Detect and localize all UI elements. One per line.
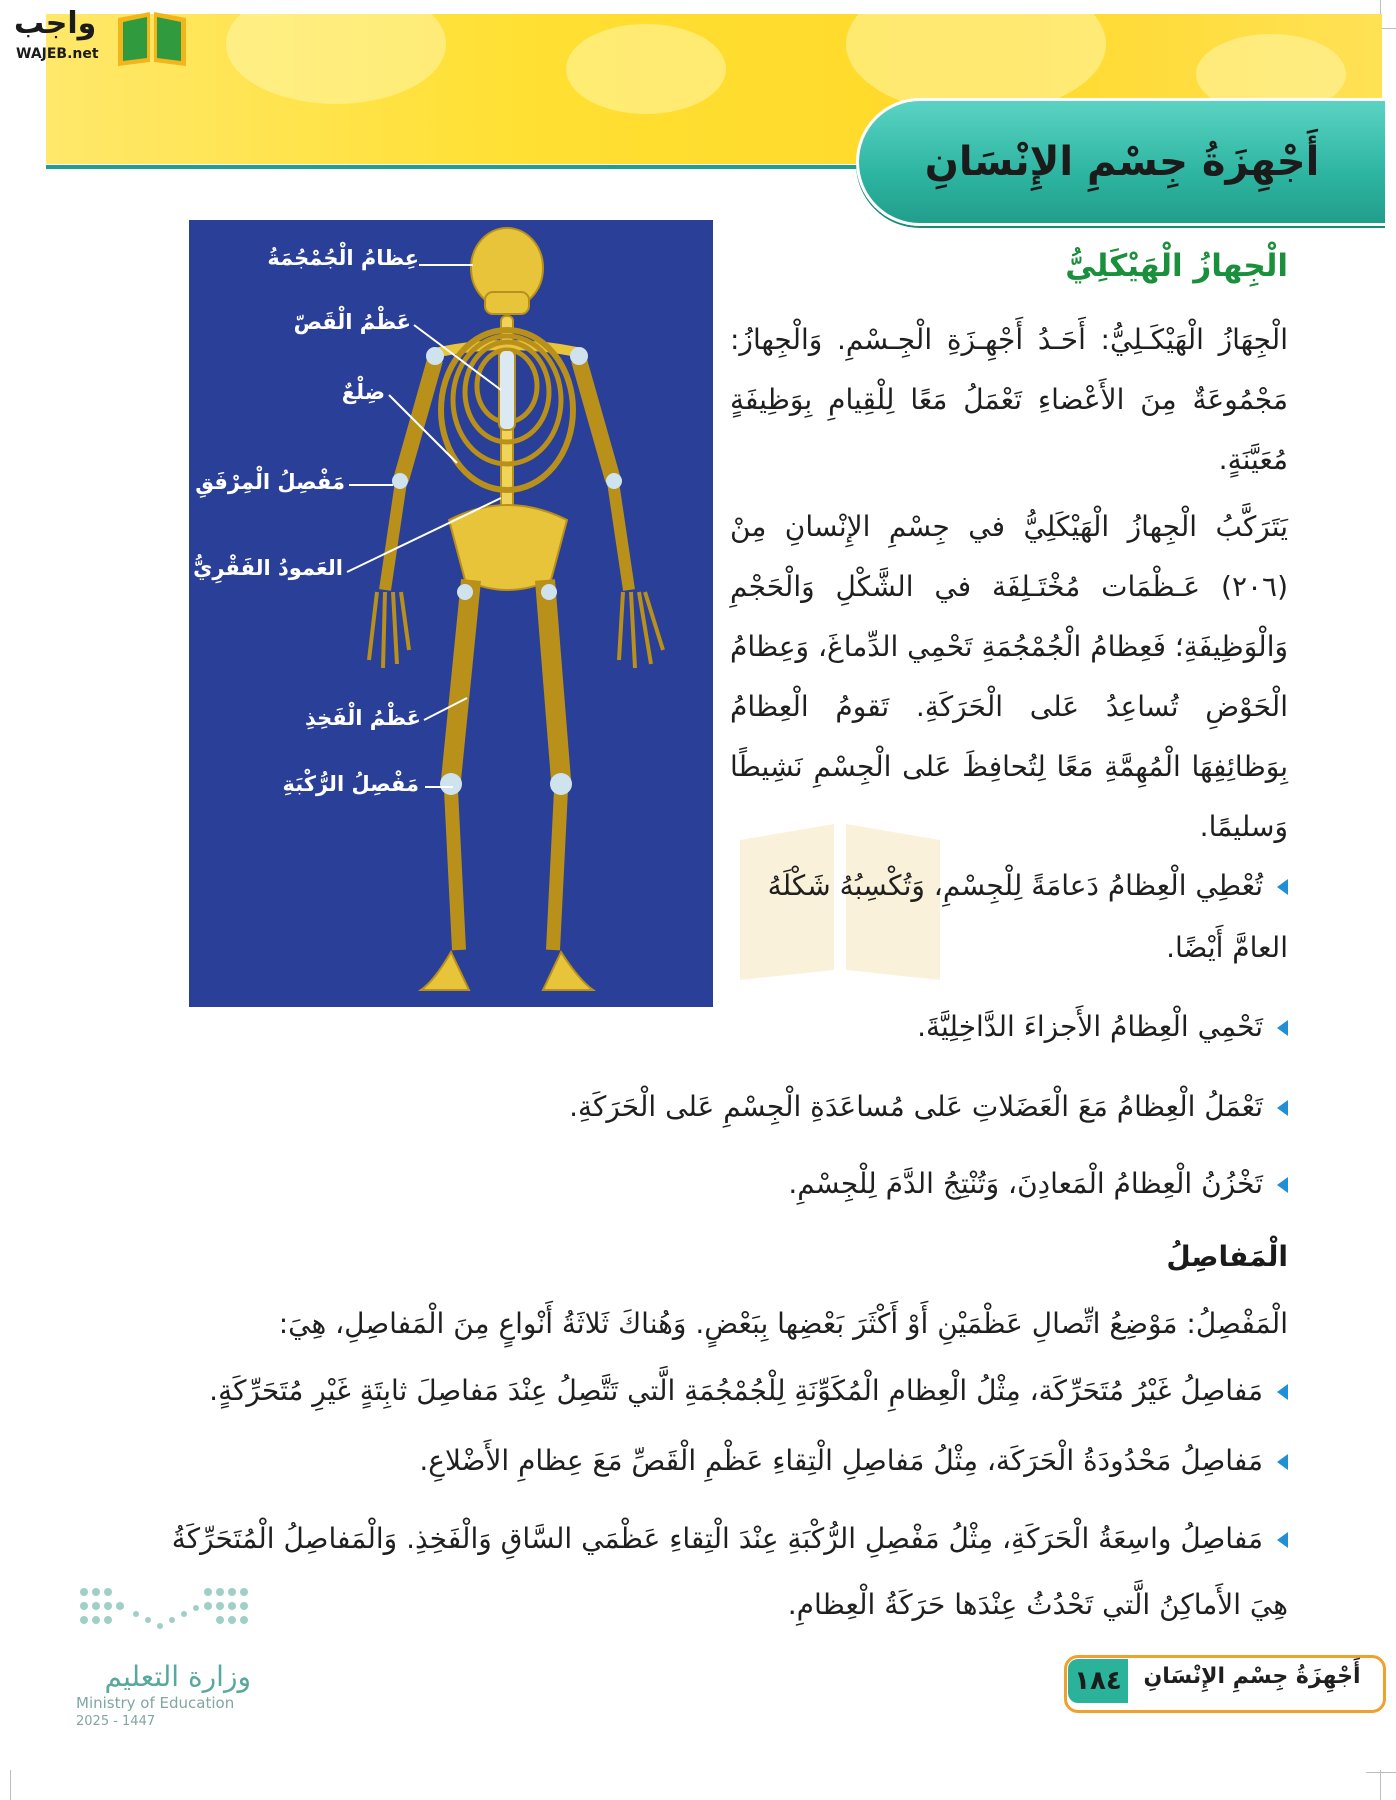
bullet-item bbox=[128, 1432, 1288, 1490]
bullet-item bbox=[128, 1506, 1288, 1638]
bullet-text: تَحْمِي الْعِظامُ الأَجزاءَ الدَّاخِلِيَّةَ. bbox=[917, 1010, 1263, 1043]
ministry-english: Ministry of Education bbox=[76, 1694, 235, 1712]
section-heading-joints: الْمَفاصِلُ bbox=[1166, 1240, 1288, 1273]
bullet-icon bbox=[1277, 1177, 1288, 1193]
bullet-icon bbox=[1277, 1454, 1288, 1470]
bullet-icon bbox=[1277, 1384, 1288, 1400]
ministry-arabic: وزارة التعليم bbox=[104, 1660, 251, 1693]
label-skull: عِظامُ الْجُمْجُمَةُ bbox=[267, 246, 419, 270]
bullet-icon bbox=[1277, 879, 1288, 895]
ministry-dots-icon bbox=[76, 1580, 251, 1650]
crop-mark bbox=[1380, 1770, 1381, 1800]
footer-title: أَجْهِزَةُ جِسْمِ الإِنْسَانِ bbox=[1143, 1664, 1361, 1689]
logo-word: واجب bbox=[14, 6, 97, 41]
bullet-text: مَفاصِلُ غَيْرُ مُتَحَرِّكَة، مِثْلُ الْعِظامِ الْمُكَوِّنَةِ لِلْجُمْجُمَةِ الَّتي تَتَّصِلُ عِنْدَ مَفاصِلَ ثابِتَةٍ غَيْرِ مُتَحَرِّكَةٍ. bbox=[209, 1374, 1263, 1407]
paragraph-definition: الْجِهَازُ الْهَيْكَـلِيُّ: أَحَـدُ أَجْهِـزَةِ الْجِـسْمِ. وَالْجِهازُ: مَجْمُوعَةٌ مِنَ الأَعْضاءِ تَعْمَلُ مَعًا لِلْقِيامِ بِوَظِيفَةٍ مُعَيَّنَةٍ. bbox=[730, 323, 1288, 476]
wajeb-logo bbox=[8, 6, 190, 66]
bullet-text: مَفاصِلُ واسِعَةُ الْحَرَكَةِ، مِثْلُ مَفْصِلِ الرُّكْبَةِ عِنْدَ الْتِقاءِ عَظْمَي السَّاقِ وَالْفَخِذِ. وَالْمَفاصِلُ الْمُتَحَرِّكَةُ هِيَ الأَماكِنُ الَّتي تَحْدُثُ عِنْدَها حَرَكَةُ الْعِظامِ. bbox=[171, 1522, 1288, 1621]
paragraph-joint-definition: الْمَفْصِلُ: مَوْضِعُ اتِّصالِ عَظْمَيْنِ أَوْ أَكْثَرَ بَعْضِها بِبَعْضٍ. وَهُناكَ ثَلاثَةُ أَنْواعٍ مِنَ الْمَفاصِلِ، هِيَ: bbox=[278, 1307, 1288, 1340]
ministry-logo bbox=[76, 1580, 266, 1730]
label-femur: عَظْمُ الْفَخِذِ bbox=[304, 706, 421, 730]
bullet-text: تُعْطِي الْعِظامُ دَعامَةً لِلْجِسْمِ، وَتُكْسِبُهُ شَكْلَهُ العامَّ أَيْضًا. bbox=[767, 869, 1288, 964]
bullet-icon bbox=[1277, 1020, 1288, 1036]
crop-mark bbox=[1366, 1772, 1396, 1773]
bullet-item bbox=[188, 1155, 1288, 1213]
section-heading-skeletal: الْجِهازُ الْهَيْكَلِيُّ bbox=[1065, 248, 1288, 284]
crop-mark bbox=[10, 1770, 11, 1800]
label-sternum: عَظْمُ الْقَصّ bbox=[293, 310, 411, 334]
skeleton-illustration bbox=[189, 220, 713, 1007]
logo-site: WAJEB.net bbox=[16, 46, 99, 62]
skeleton-figure bbox=[189, 220, 713, 1007]
label-elbow: مَفْصِلُ الْمِرْفَقِ bbox=[195, 470, 345, 494]
bullet-item bbox=[188, 998, 1288, 1056]
label-rib: ضِلْعٌ bbox=[341, 380, 385, 404]
ministry-year: 2025 - 1447 bbox=[76, 1714, 156, 1729]
label-knee: مَفْصِلُ الرُّكْبَةِ bbox=[282, 772, 419, 796]
bullet-icon bbox=[1277, 1100, 1288, 1116]
bullet-item bbox=[188, 1078, 1288, 1136]
paragraph-composition: يَتَرَكَّبُ الْجِهازُ الْهَيْكَلِيُّ في جِسْمِ الإِنْسانِ مِنْ (٢٠٦) عَـظْمَات مُخْتَـلِفَة في الشَّكْلِ وَالْحَجْمِ وَالْوَظِيفَةِ؛ فَعِظامُ الْجُمْجُمَةِ تَحْمِي الدِّماغَ، وَعِظامُ الْحَوْضِ تُساعِدُ عَلى الْحَرَكَةِ. تَقومُ الْعِظامُ بِوَظائِفِهَا الْمُهِمَّةِ مَعًا لِتُحافِظَ عَلى الْجِسْمِ نَشِيطًا وَسليمًا. bbox=[730, 510, 1288, 843]
page-number: ١٨٤ bbox=[1068, 1659, 1128, 1703]
bullet-item bbox=[730, 855, 1288, 979]
chapter-title-tab bbox=[856, 98, 1385, 226]
bullet-icon bbox=[1277, 1532, 1288, 1548]
bullet-text: مَفاصِلُ مَحْدُودَةُ الْحَرَكَة، مِثْلُ مَفاصِلِ الْتِقاءِ عَظْمِ الْقَصِّ مَعَ عِظامِ الأَضْلاعِ. bbox=[419, 1444, 1263, 1477]
label-spine: العَمودُ الفَقْرِيُّ bbox=[193, 556, 343, 580]
page-title: أَجْهِزَةُ جِسْمِ الإِنْسَانِ bbox=[924, 139, 1320, 185]
book-icon bbox=[114, 8, 190, 66]
bullet-item bbox=[128, 1362, 1288, 1420]
bullet-text: تَعْمَلُ الْعِظامُ مَعَ الْعَضَلاتِ عَلى مُساعَدَةِ الْجِسْمِ عَلى الْحَرَكَةِ. bbox=[569, 1090, 1263, 1123]
bullet-text: تَخْزُنُ الْعِظامُ الْمَعادِنَ، وَتُنْتِجُ الدَّمَ لِلْجِسْمِ. bbox=[788, 1167, 1263, 1200]
